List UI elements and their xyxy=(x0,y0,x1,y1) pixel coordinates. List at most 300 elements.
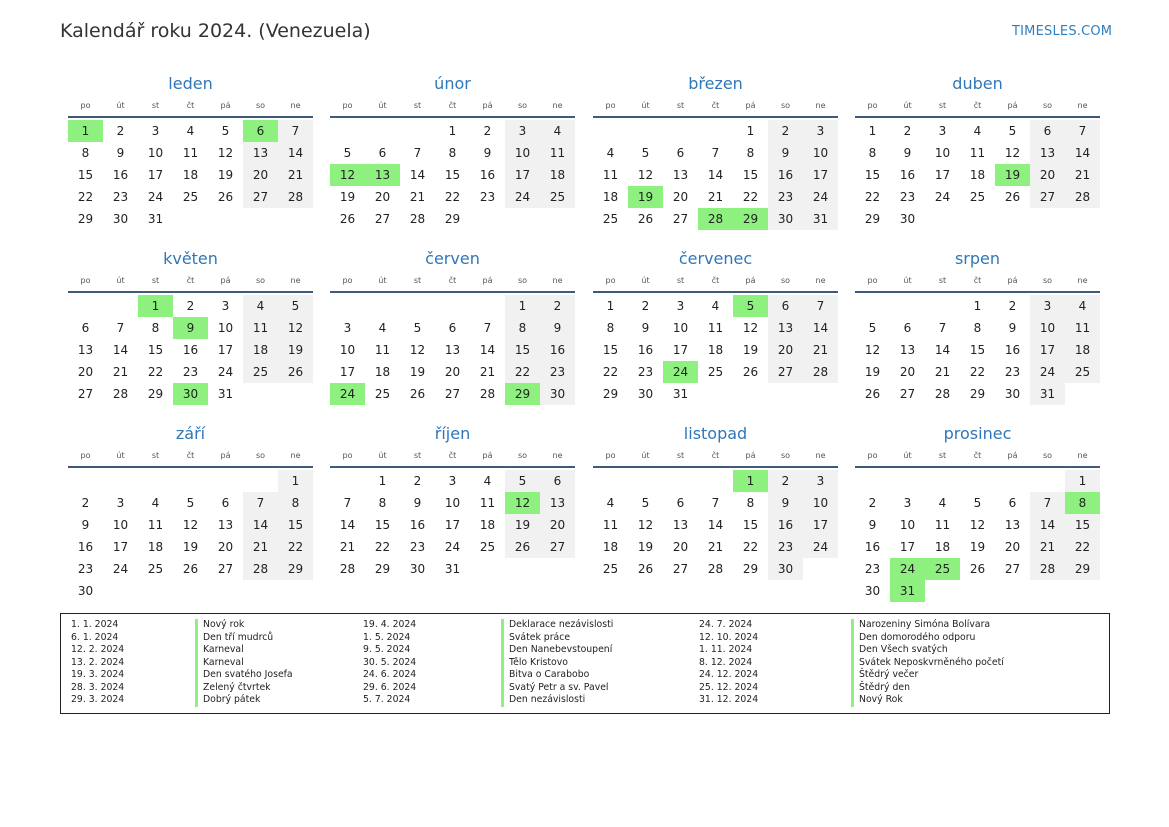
day-cell: 23 xyxy=(77,562,94,576)
empty-cell xyxy=(1065,208,1100,230)
holiday-name: Nový rok xyxy=(195,619,244,632)
day-cell: 21 xyxy=(243,536,278,558)
day-cell: 5 xyxy=(343,146,352,160)
holiday-list xyxy=(60,613,1110,714)
empty-cell xyxy=(960,470,995,492)
day-cell: 28 xyxy=(698,208,733,230)
day-cell: 18 xyxy=(602,540,619,554)
empty-cell xyxy=(1030,208,1065,230)
empty-cell xyxy=(995,580,1030,602)
empty-cell xyxy=(505,558,540,580)
day-cell: 19 xyxy=(505,514,540,536)
weekday-label: pá xyxy=(482,451,493,460)
day-cell: 8 xyxy=(973,321,982,335)
empty-cell xyxy=(365,295,400,317)
empty-cell xyxy=(470,558,505,580)
day-cell: 13 xyxy=(672,518,689,532)
day-cell: 10 xyxy=(339,343,356,357)
day-cell: 29 xyxy=(147,387,164,401)
day-grid xyxy=(330,120,575,230)
weekday-label: pá xyxy=(745,276,756,285)
day-cell: 29 xyxy=(444,212,461,226)
day-cell: 25 xyxy=(540,186,575,208)
weekday-label: st xyxy=(413,101,422,110)
day-cell: 9 xyxy=(116,146,125,160)
weekday-label: út xyxy=(116,101,125,110)
header-divider xyxy=(593,466,838,468)
holiday-date: 9. 5. 2024 xyxy=(363,644,411,655)
day-cell: 5 xyxy=(413,321,422,335)
day-cell: 1 xyxy=(505,295,540,317)
day-cell: 11 xyxy=(182,146,199,160)
day-cell: 26 xyxy=(637,562,654,576)
day-cell: 30 xyxy=(637,387,654,401)
day-cell: 22 xyxy=(374,540,391,554)
holiday-name: Zelený čtvrtek xyxy=(195,682,271,695)
holiday-name: Narozeniny Simóna Bolívara xyxy=(851,619,990,632)
weekday-label: pá xyxy=(220,276,231,285)
empty-cell xyxy=(960,580,995,602)
weekday-header xyxy=(593,274,838,288)
holiday-name: Tělo Kristovo xyxy=(501,657,568,670)
day-cell: 4 xyxy=(151,496,160,510)
weekday-label: so xyxy=(1042,451,1053,460)
day-cell: 23 xyxy=(637,365,654,379)
day-cell: 29 xyxy=(505,383,540,405)
weekday-label: po xyxy=(342,101,353,110)
day-cell: 7 xyxy=(711,496,720,510)
day-cell: 22 xyxy=(147,365,164,379)
weekday-label: po xyxy=(342,276,353,285)
day-cell: 5 xyxy=(641,146,650,160)
day-cell: 20 xyxy=(672,540,689,554)
day-cell: 26 xyxy=(864,387,881,401)
weekday-label: ne xyxy=(815,451,826,460)
day-cell: 30 xyxy=(540,383,575,405)
header-divider xyxy=(855,291,1100,293)
weekday-header xyxy=(593,449,838,463)
weekday-header xyxy=(330,274,575,288)
day-grid xyxy=(68,120,313,230)
holiday-date: 19. 4. 2024 xyxy=(363,619,417,630)
day-cell: 9 xyxy=(413,496,422,510)
day-cell: 16 xyxy=(112,168,129,182)
weekday-label: so xyxy=(255,276,266,285)
day-cell: 16 xyxy=(182,343,199,357)
day-cell: 6 xyxy=(903,321,912,335)
day-cell: 23 xyxy=(479,190,496,204)
empty-cell xyxy=(925,580,960,602)
brand-link[interactable]: TIMESLES.COM xyxy=(1012,24,1113,39)
empty-cell xyxy=(173,208,208,230)
day-cell: 2 xyxy=(868,496,877,510)
day-cell: 22 xyxy=(742,190,759,204)
day-cell: 29 xyxy=(864,212,881,226)
holiday-date: 1. 1. 2024 xyxy=(71,619,119,630)
holiday-name: Den domorodého odporu xyxy=(851,632,975,645)
weekday-label: st xyxy=(676,276,685,285)
weekday-label: pá xyxy=(745,101,756,110)
day-cell: 27 xyxy=(899,387,916,401)
weekday-label: ne xyxy=(815,276,826,285)
weekday-label: út xyxy=(903,451,912,460)
day-cell: 26 xyxy=(182,562,199,576)
day-cell: 15 xyxy=(505,339,540,361)
holiday-date: 8. 12. 2024 xyxy=(699,656,753,668)
weekday-label: so xyxy=(780,101,791,110)
day-cell: 20 xyxy=(217,540,234,554)
day-cell: 27 xyxy=(672,562,689,576)
weekday-label: so xyxy=(517,276,528,285)
day-cell: 20 xyxy=(374,190,391,204)
day-cell: 18 xyxy=(969,168,986,182)
holiday-name: Dobrý pátek xyxy=(195,694,260,707)
month-12 xyxy=(855,423,1100,602)
day-cell: 10 xyxy=(672,321,689,335)
holiday-date: 5. 7. 2024 xyxy=(363,694,411,705)
day-cell: 18 xyxy=(602,190,619,204)
day-cell: 31 xyxy=(217,387,234,401)
day-cell: 9 xyxy=(768,142,803,164)
day-cell: 15 xyxy=(742,518,759,532)
day-grid xyxy=(855,470,1100,602)
holiday-name: Karneval xyxy=(195,657,244,670)
weekday-label: so xyxy=(517,101,528,110)
day-cell: 14 xyxy=(112,343,129,357)
day-cell: 11 xyxy=(969,146,986,160)
day-cell: 19 xyxy=(409,365,426,379)
day-cell: 12 xyxy=(637,168,654,182)
holiday-date: 13. 2. 2024 xyxy=(71,656,125,668)
day-cell: 28 xyxy=(1065,186,1100,208)
holiday-name: Štědrý den xyxy=(851,682,910,695)
weekday-label: so xyxy=(1042,101,1053,110)
day-cell: 11 xyxy=(602,518,619,532)
weekday-label: po xyxy=(80,276,91,285)
header-divider xyxy=(330,291,575,293)
day-cell: 4 xyxy=(243,295,278,317)
empty-cell xyxy=(138,470,173,492)
day-cell: 5 xyxy=(278,295,313,317)
day-cell: 19 xyxy=(278,339,313,361)
weekday-label: čt xyxy=(186,276,195,285)
day-cell: 9 xyxy=(173,317,208,339)
day-cell: 7 xyxy=(413,146,422,160)
day-cell: 22 xyxy=(505,361,540,383)
holiday-date: 19. 3. 2024 xyxy=(71,669,125,680)
day-cell: 22 xyxy=(742,540,759,554)
day-cell: 13 xyxy=(672,168,689,182)
day-cell: 8 xyxy=(505,317,540,339)
day-cell: 24 xyxy=(663,361,698,383)
day-cell: 11 xyxy=(243,317,278,339)
day-cell: 11 xyxy=(934,518,951,532)
day-cell: 6 xyxy=(243,120,278,142)
holiday-date: 24. 6. 2024 xyxy=(363,669,417,680)
empty-cell xyxy=(400,295,435,317)
weekday-label: so xyxy=(1042,276,1053,285)
day-cell: 15 xyxy=(278,514,313,536)
empty-cell xyxy=(995,208,1030,230)
empty-cell xyxy=(103,470,138,492)
day-cell: 23 xyxy=(409,540,426,554)
day-cell: 9 xyxy=(903,146,912,160)
day-cell: 19 xyxy=(864,365,881,379)
month-10 xyxy=(330,423,575,580)
month-11 xyxy=(593,423,838,580)
day-cell: 8 xyxy=(151,321,160,335)
empty-cell xyxy=(698,120,733,142)
empty-cell xyxy=(400,120,435,142)
day-cell: 3 xyxy=(505,120,540,142)
day-grid xyxy=(855,120,1100,230)
weekday-label: ne xyxy=(552,101,563,110)
day-cell: 16 xyxy=(864,540,881,554)
holiday-date: 12. 2. 2024 xyxy=(71,644,125,655)
day-cell: 17 xyxy=(672,343,689,357)
day-cell: 20 xyxy=(540,514,575,536)
day-cell: 1 xyxy=(68,120,103,142)
day-cell: 30 xyxy=(112,212,129,226)
day-cell: 12 xyxy=(505,492,540,514)
day-cell: 27 xyxy=(1004,562,1021,576)
day-cell: 4 xyxy=(483,474,492,488)
holiday-date: 6. 1. 2024 xyxy=(71,631,119,643)
day-cell: 10 xyxy=(899,518,916,532)
day-cell: 28 xyxy=(243,558,278,580)
day-cell: 6 xyxy=(1008,496,1017,510)
day-cell: 29 xyxy=(1065,558,1100,580)
weekday-label: po xyxy=(605,101,616,110)
day-cell: 27 xyxy=(540,536,575,558)
day-cell: 23 xyxy=(540,361,575,383)
day-cell: 19 xyxy=(217,168,234,182)
day-cell: 24 xyxy=(890,558,925,580)
day-cell: 1 xyxy=(138,295,173,317)
day-cell: 3 xyxy=(676,299,685,313)
header-divider xyxy=(855,116,1100,118)
day-cell: 22 xyxy=(1065,536,1100,558)
day-cell: 8 xyxy=(278,492,313,514)
day-cell: 13 xyxy=(243,142,278,164)
day-cell: 1 xyxy=(448,124,457,138)
day-cell: 10 xyxy=(803,142,838,164)
day-cell: 27 xyxy=(217,562,234,576)
day-cell: 4 xyxy=(540,120,575,142)
holiday-date: 1. 5. 2024 xyxy=(363,631,411,643)
day-cell: 5 xyxy=(1008,124,1017,138)
day-cell: 7 xyxy=(803,295,838,317)
day-cell: 5 xyxy=(505,470,540,492)
weekday-label: st xyxy=(151,451,160,460)
holiday-name: Karneval xyxy=(195,644,244,657)
day-cell: 1 xyxy=(378,474,387,488)
day-cell: 9 xyxy=(540,317,575,339)
empty-cell xyxy=(628,470,663,492)
day-cell: 5 xyxy=(733,295,768,317)
day-cell: 24 xyxy=(217,365,234,379)
day-cell: 3 xyxy=(938,124,947,138)
day-cell: 25 xyxy=(707,365,724,379)
holiday-name: Den nezávislosti xyxy=(501,694,585,707)
empty-cell xyxy=(593,470,628,492)
day-cell: 21 xyxy=(1030,536,1065,558)
day-cell: 6 xyxy=(676,496,685,510)
empty-cell xyxy=(470,208,505,230)
day-cell: 26 xyxy=(505,536,540,558)
weekday-label: po xyxy=(342,451,353,460)
empty-cell xyxy=(960,208,995,230)
day-cell: 17 xyxy=(444,518,461,532)
day-cell: 6 xyxy=(81,321,90,335)
day-cell: 2 xyxy=(116,124,125,138)
day-cell: 5 xyxy=(973,496,982,510)
month-name: červenec xyxy=(678,249,753,268)
weekday-header xyxy=(330,449,575,463)
day-cell: 2 xyxy=(540,295,575,317)
day-cell: 24 xyxy=(444,540,461,554)
weekday-label: čt xyxy=(711,451,720,460)
month-6 xyxy=(330,248,575,405)
day-cell: 24 xyxy=(803,186,838,208)
empty-cell xyxy=(540,208,575,230)
day-cell: 9 xyxy=(768,492,803,514)
day-cell: 22 xyxy=(278,536,313,558)
day-cell: 11 xyxy=(707,321,724,335)
day-cell: 15 xyxy=(147,343,164,357)
day-cell: 15 xyxy=(444,168,461,182)
day-cell: 8 xyxy=(606,321,615,335)
weekday-label: so xyxy=(517,451,528,460)
day-cell: 31 xyxy=(1030,383,1065,405)
day-cell: 17 xyxy=(112,540,129,554)
day-cell: 31 xyxy=(890,580,925,602)
weekday-label: ne xyxy=(552,276,563,285)
day-cell: 28 xyxy=(278,186,313,208)
day-cell: 3 xyxy=(803,120,838,142)
empty-cell xyxy=(243,470,278,492)
empty-cell xyxy=(103,580,138,602)
day-cell: 28 xyxy=(112,387,129,401)
month-4 xyxy=(855,73,1100,230)
day-cell: 2 xyxy=(1008,299,1017,313)
day-cell: 25 xyxy=(969,190,986,204)
day-cell: 14 xyxy=(278,142,313,164)
day-cell: 6 xyxy=(448,321,457,335)
holiday-name: Deklarace nezávislosti xyxy=(501,619,613,632)
weekday-label: út xyxy=(641,101,650,110)
weekday-label: ne xyxy=(552,451,563,460)
holiday-date: 24. 7. 2024 xyxy=(699,619,753,630)
day-cell: 16 xyxy=(768,514,803,536)
day-cell: 13 xyxy=(1004,518,1021,532)
day-cell: 11 xyxy=(374,343,391,357)
day-cell: 20 xyxy=(672,190,689,204)
day-cell: 30 xyxy=(768,208,803,230)
weekday-label: ne xyxy=(1077,451,1088,460)
empty-cell xyxy=(663,120,698,142)
day-cell: 10 xyxy=(217,321,234,335)
day-cell: 21 xyxy=(112,365,129,379)
holiday-date: 31. 12. 2024 xyxy=(699,694,759,705)
day-cell: 14 xyxy=(409,168,426,182)
day-cell: 1 xyxy=(973,299,982,313)
day-cell: 14 xyxy=(1065,142,1100,164)
day-cell: 3 xyxy=(343,321,352,335)
day-cell: 15 xyxy=(1065,514,1100,536)
day-cell: 25 xyxy=(1065,361,1100,383)
day-cell: 3 xyxy=(803,470,838,492)
day-cell: 8 xyxy=(1065,492,1100,514)
holiday-name: Svátek práce xyxy=(501,632,570,645)
day-cell: 13 xyxy=(1030,142,1065,164)
day-cell: 12 xyxy=(969,518,986,532)
day-cell: 13 xyxy=(899,343,916,357)
day-cell: 2 xyxy=(903,124,912,138)
day-cell: 8 xyxy=(868,146,877,160)
day-cell: 7 xyxy=(483,321,492,335)
day-cell: 6 xyxy=(1030,120,1065,142)
day-cell: 1 xyxy=(1065,470,1100,492)
month-1 xyxy=(68,73,313,230)
day-cell: 23 xyxy=(182,365,199,379)
holiday-name: Bitva o Carabobo xyxy=(501,669,589,682)
day-cell: 25 xyxy=(147,562,164,576)
day-cell: 16 xyxy=(637,343,654,357)
holiday-name: Svátek Neposkvrněného početí xyxy=(851,657,1004,670)
weekday-label: čt xyxy=(711,101,720,110)
day-cell: 28 xyxy=(339,562,356,576)
day-cell: 22 xyxy=(77,190,94,204)
day-cell: 25 xyxy=(602,562,619,576)
day-cell: 16 xyxy=(899,168,916,182)
weekday-header xyxy=(593,99,838,113)
day-cell: 10 xyxy=(934,146,951,160)
day-cell: 21 xyxy=(707,540,724,554)
weekday-label: pá xyxy=(220,451,231,460)
day-cell: 29 xyxy=(733,208,768,230)
empty-cell xyxy=(208,470,243,492)
month-name: leden xyxy=(168,74,213,93)
weekday-label: pá xyxy=(482,276,493,285)
weekday-label: st xyxy=(151,101,160,110)
day-grid xyxy=(593,120,838,230)
empty-cell xyxy=(925,295,960,317)
month-2 xyxy=(330,73,575,230)
empty-cell xyxy=(68,295,103,317)
holiday-date: 28. 3. 2024 xyxy=(71,681,125,693)
day-cell: 6 xyxy=(676,146,685,160)
month-7 xyxy=(593,248,838,405)
day-cell: 30 xyxy=(77,584,94,598)
day-cell: 17 xyxy=(803,164,838,186)
month-name: duben xyxy=(952,74,1003,93)
empty-cell xyxy=(138,580,173,602)
header-divider xyxy=(68,116,313,118)
day-cell: 16 xyxy=(409,518,426,532)
day-cell: 17 xyxy=(1030,339,1065,361)
weekday-label: čt xyxy=(448,276,457,285)
month-name: červen xyxy=(425,249,480,268)
empty-cell xyxy=(593,120,628,142)
day-cell: 17 xyxy=(934,168,951,182)
day-cell: 2 xyxy=(413,474,422,488)
day-cell: 24 xyxy=(330,383,365,405)
day-cell: 9 xyxy=(868,518,877,532)
empty-cell xyxy=(208,580,243,602)
day-cell: 16 xyxy=(479,168,496,182)
weekday-label: út xyxy=(116,276,125,285)
